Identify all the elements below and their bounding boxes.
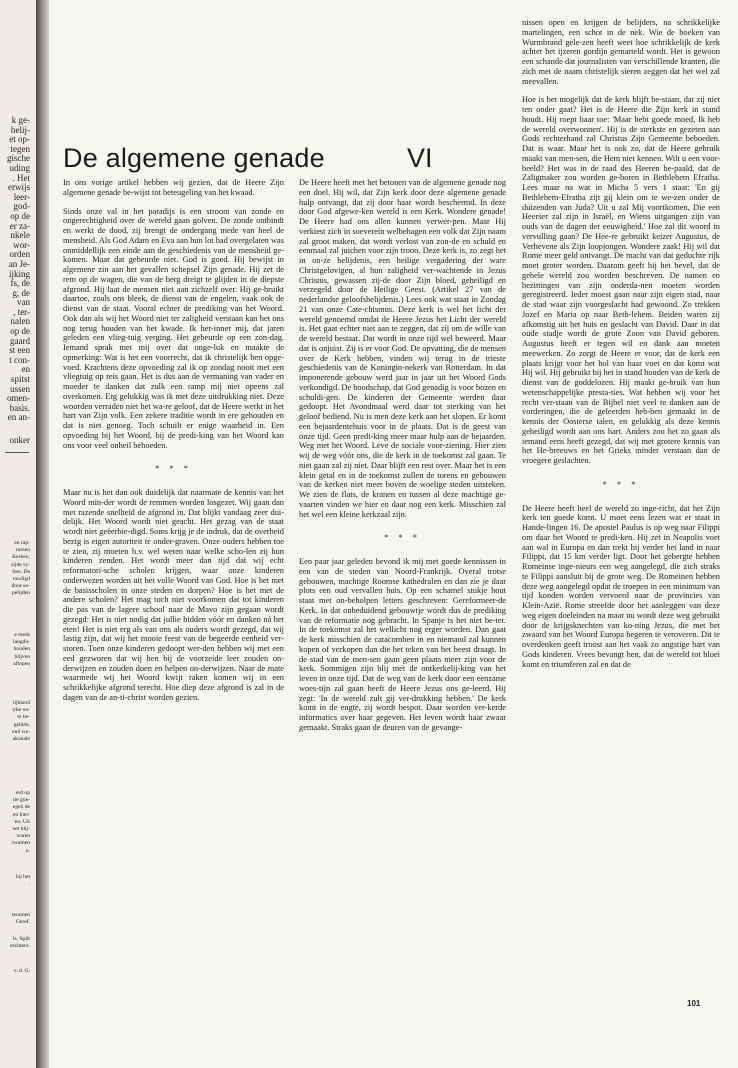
previous-page-fragments-e: lijkheid (die on- te be- gelden. end we- akonale <box>12 700 30 743</box>
previous-page-fragment-b: onker <box>9 435 30 445</box>
previous-page-fragments-g: bij het . <box>15 874 30 888</box>
paragraph: In ons vorige artikel hebben wij gezien, dat de Heere Zijn algemene genade be-wijst tot beteugeling van het kwaad. <box>63 178 284 197</box>
paragraph: Sinds onze val in het paradijs is een stroom van zonde en ongerechtigheid over de wereld gaan golven. De zonde ontbindt en werkt de dood, zij brengt de ondergang mede van heel de mensheid. Als God Adam en Eva aan hun lot had overgelaten was onmiddellijk een einde aan de geschiedenis van de mensheid ge-komen. Maar dat gebeurde niet. God is goed. Hij bewijst in algemene zin aan het gevallen schepsel Zijn genade. Hij zet de rem op de wagen, die van de berg dreigt te glijden in de diepste afgrond. Hij laat de mensen niet aan zichzelf over. Hij ge-bruikt daartoe, zoals ons bleek, de dienst van de engelen, vaak ook de dienst van de staat. Vooral echter de prediking van het Woord. Ook dan als wij het Woord niet ter zaligheid verstaan kan het ons nog terug houden van het kwade. Ik her-inner mij, dat jaren geleden een vlieg-tuig verging. Het gebeurde op een zon-dag. Iemand sprak met mij over dat onge-luk en maakte de opmerking: Wat is het een voorrecht, dat ik christelijk ben opge-voed. Krachtens deze opvoeding zal ik op zondag nooit met een vliegtuig op reis gaan. Het is dus aan de vermaning van vader en moeder te danken dat zulk een ramp mij niet opeens zal overkomen. Erg gelukkig was ik met deze uitdrukking niet. Deze woorden verraden niet het wa-re geloof, dat de Heere werkt in het hart van Zijn volk. Een zekere traditie wordt in ere gehouden en dat is niet genoeg. Toch schuilt er enige waarheid in. Een opvoeding bij het Woord, bij de predi-king van het Woord kan ons voor veel onheil behoeden. <box>63 206 284 450</box>
series-number: VI <box>407 143 433 173</box>
paragraph: nissen open en krijgen de belijders, na schrikkelijke martelingen, een schot in de nek. Wie de boeken van Wurmbrand gele-zen heeft weet hoe schrikkelijk de kerk achter het ijzeren gordijn gemarteld wordt. Het is gewoon een schande dat journalisten van verschillende kranten, die zich met de naam christelijk sieren zeggen dat het wel zal meevallen. <box>522 18 720 86</box>
text-column-3 <box>522 18 720 678</box>
previous-page-fragments-c: en rap- tussen Kerken, zijde sy- lien. De modigd door so- pelijden <box>10 540 30 597</box>
previous-page-fragments-d: e reeds langdu- houden blijven aflopen <box>12 632 30 667</box>
paragraph: Hoe is het mogelijk dat de kerk blijft be-staan, dat zij niet ten onder gaat? Het is de Heere die Zijn kerk in stand houdt. Hij roept haar toe: 'Maar hebt goede moed, Ik heb de wereld overwonnen'. Hij is de sterkste en gezeten aan Gods rechterhand zal Christus Zijn Gemeente behoeden. Dat is waar. Maar het is ook zo, dat de Heere gebruik maakt van men-sen, die Hem niet kennen. Wilt u een voor-beeld? Het was in de raad des Heeren be-paald, dat de Zaligmaker zou worden ge-boren in Bethlehem Efratha. Lees maar na wat in Micha 5 vers 1 staat: 'En gij Bethlehem-Efratha zijt gij klein om te we-zen onder de duizenden van Juda? Uit u zal Mij voortkomen, Die een Heerser zal zijn in Israël, en Wiens uitgangen zijn van ouds van de dagen der eeuwigheid.' Hoe zal dit woord in vervulling gaan? De Hee-re gebruikt keizer Augustus, de Verhevene als Zijn loopjongen. Wondere zaak! Hij wil dat Rome meer geld ontvangt. De macht van dat geduchte rijk moet groter worden. Daarom geeft hij het bevel, dat de gehele wereld zou worden beschreven. De namen en bezittingen van zijn onderda-nen moeten worden geregistreerd. Ieder moest gaan naar zijn eigen stad, naar de stad waar zijn voorgeslacht had gewoond. Zo trekken Jozef en Maria op naar Beth-lehem. Beiden waren zij afkomstig uit het huis en geslacht van David. Daar in dat oude stadje wordt de grote Zoon van David geboren. Augustus heeft er tegen wil en dank aan moeten meewerken. Zo zorgt de Heere er voor, dat de kerk een plaats krijgt voor het hol van haar voet en dat komt wat Hij wil. Hij gebruikt bij het in stand houden van de kerk de dienst van de goddelozen. Hij maakt ge-bruik van hun wetenschappelijke presta-ties. Wat hebben wij voor het recht ver-staan van de Bijbel niet veel te danken aan de vorderingen, die de geleerden heb-ben gemaakt in de kennis der Oosterse talen, en gelukkig als deze kennis geheiligd wordt aan ons hart. Anders zou het zo gaan als iemand eens heeft gezegd, dat wij met grotere kennis van het He-breeuws en het Grieks minder verstaan dan de vroegere geslachten. <box>522 95 720 465</box>
text-column-2 <box>299 178 506 742</box>
section-divider: * * * <box>155 464 192 474</box>
book-gutter <box>36 0 49 1068</box>
paragraph: De Heere heeft heel de wereld zo inge-richt, dat het Zijn kerk ten goede komt. U moet eens lezen wat er staat in Hande-lingen 16. De apostel Paulus is op weg naar Filippi om daar het Woord te predi-ken. Hij zet in Neapolis voet aan wal in Europa en dan trekt hij verder het land in naar Filippi, dat 15 km verder ligt. Door het gebergte hebben Romeinse inge-nieurs een weg aangelegd, die zich straks te Filippi aansluit bij de grote weg. De Romeinen hebben deze weg aangelegd opdat de troepen in een minimum van tijd konden worden vervoerd naar de provincies van Klein-Azië. Rome streefde door het aanleggen van deze weg eigen doeleinden na maar nu wordt deze weg gebruikt door de krijgsknechten van ko-ning Jezus, die met het zwaard van het Woord Europa begeren te veroveren. Dit te overdenken geeft troost aan het vaak zo angstige hart van Gods kinderen. Vrees bevangt hen, dat de wereld tot bloei komt en triumferen zal en dat de <box>522 503 720 669</box>
section-divider: * * * <box>602 479 640 489</box>
divider-rule <box>5 452 29 453</box>
previous-page-signature: v. d. G. <box>13 968 30 974</box>
section-divider: * * * <box>384 533 421 543</box>
previous-page-fragments-h: teramen Geref. <box>11 912 30 926</box>
previous-page-fragments-a: k ge- belij- et op- tegen gische uding . Het erwijs leer- god- op de er za- nkele wor- orden an Je- ijking fs, de g, de van , ter- nalen op de gaard st een t con- en spitst ussen omen- basis. en an- <box>7 115 30 423</box>
page-number: 101 <box>687 999 701 1008</box>
previous-page-edge <box>0 0 36 1068</box>
previous-page-fragments-f: erd op tie goe- egen de en hier- en. Uit oet blij- waren twamen n. <box>12 790 30 854</box>
paragraph: De Heere heeft met het betonen van de algemene genade nog een doel. Hij wil, dat Zijn kerk door deze algemene genade hulp ontvangt, dat zij door haar wordt beschermd. In deze door God afgewe-ken wereld is een Kerk. Wondere genade! De Heere had ons allen kunnen verwer-pen. Maar Hij verkiest zich in soevereín welbehagen een volk dat Zijn naam zal groot maken, dat wordt verlost van zon-de en schuld en eenmaal zal juichen voor zijn troon. Deze kerk is, zo zegt het in on-ze belijdenis, een heilige vergadering der ware Christgelovigen, al hun zaligheid ver-wachtende in Jezus Christus, gewassen zij-de door Zijn bloed, geheiligd en verzegeld door de Heilige Geest. (Artikel 27 van de nederlandse geloofsbelijdenis.) Lees ook wat staat in Zondag 21 van onze Cate-chismus. Deze kerk is wel het licht der wereld genoemd omdat de Heere Jezus het Licht der wereld is. Het gaat echter niet aan te zeggen, dat zij om de wille van de wereld bestaat. Dat wordt in onze tijd wel beweerd. Maar dat is onjuist. Zij is er voor God. De opvatting, die de mensen over de Kerk hebben, vinden wij terug in de trieste geschiedenis van de Koningin-nekerk van Rotterdam. In dat imponerende gebouw werd jaar in jaar uit het Woord Gods verkondigd. De boodschap, dat God genadig is voor bozen en schuldi-gen. De kinderen der Gemeente werden daar gedoopt. Het Avondmaal werd daar tot sterking van het geloof bediend. Nu is men deze kerk aan het slopen. Er komt een bejaardentehuis voor in de plaats. Dat is de geest van onze tijd. Geen predi-king meer maar hulp aan de bejaarden. Weg met het Woord. Leve de sociale voor-ziening. Hier zien wij de weg vóór ons, die de kerk in de toekomst zal gaan. Te niet gaan zal zij niet. Daar blijft een rest over. Maar het is een klein getal en in de toekomst zullen de torens en gebouwen van de kerken niet meer boven de woelige steden uitsteken. We zien de flats, de kranen en tussen al deze machtige ge-vaarten vinden we hier en daar nog een kerk. Misschien zal het wel een kleine kerkzaal zijn. <box>299 178 506 519</box>
text-column-1 <box>63 178 284 712</box>
paragraph: Maar nu is het dan ook duidelijk dat naarmate de kennis van het Woord min-der wordt de remmen worden losgezet. Wij gaan dan met razende snelheid de afgrond in. Dat blijkt vandaag zeer dui-delijk. Het Woord wordt niet geacht. Het gezag van de staat wordt niet geëerbie-digd. Soms krijg je de indruk, dat de overheid bezig is eigen autoriteit te onder-graven. Onze ouders hebben toe te zien, zij moeten b.v. wel weten naar welke scho-len zij hun kinderen zenden. Het wordt meer dan tijd dat wij echt reformatori-sche scholen krijgen, waar onze kinderen onderwezen worden uit het volle Woord van God. Hoe is het met de basisscholen in onze steden en dorpen? Hoe is het met de andere scholen? Het mag toch niet voorkomen dat tot kinderen die pas van de lagere school naar de Mavo zijn gegaan wordt gezegd: Het is niet nodig dat jullie bidden vóór en danken ná het eten! Het is niet erg als van ons als ouders wordt gezegd, dat wij lastig zijn, dat wij het mooie feest van de begeerde eenheid ver-storen. Toen onze kinderen gedoopt wer-den hebben wij met een eed gezworen dat wij hen bij de voorzeide leer zouden on-derwijzen en zouden doen en helpen on-derwijzen. Naar de mate waarmede wij het Woord kwijt raken komen wij in een schrikkelijke afgrond terecht. Hoe diep deze afgrond is zal in de dagen van de an-ti-christ worden gezien. <box>63 488 284 702</box>
article-title: De algemene genade <box>63 143 325 173</box>
previous-page-fragments-i: is. Spilt erzitters- <box>10 936 30 950</box>
paragraph: Een paar jaar geleden bevond ik mij met goede kennissen in een van de steden van Noord-Frankrijk. Overal trotse gebouwen, machtige Roomse kathedralen en dan zie je daar plots een oud vervallen huis. Op een schamel stukje hout staat met on-beholpen letters geschreven: Gereformeer-de Kerk. In dat onbeduidend gebouwtje wordt dus de prediking van de reformatie nog gebracht. In Spanje is het niet be-ter. In de toekomst zal het wellicht nog erger worden. Dan gaat de kerk misschien de catacomben in en niemand zal kunnen kopen of verkopen dan die het teken van het beest draagt. In de stad van de men-sen gaan geen plaats meer zijn voor de kerk. Sommigen zijn blij met de ontkerkelij-king van het leven in onze tijd. Dat de weg van de kerk door een eenzame woes-tijn zal gaan heeft de Heere Jezus ons ge-leerd. Hij zegt: 'In de wereld zult gij ver-drukking hebben.' De kerk komt in de engte, zij wordt bespot. Daar worden ver-kerde informatics over haar gegeven. Het leven wordt haar zwaar gemaakt. Straks gaan de deuren van de gevange- <box>299 557 506 732</box>
